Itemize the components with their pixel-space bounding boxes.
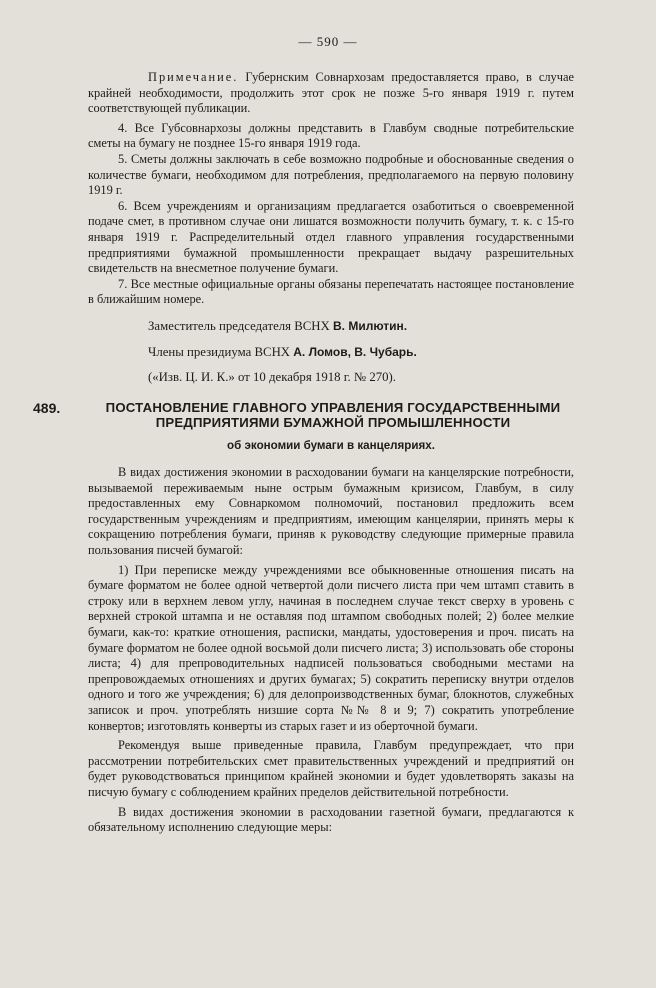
document-title: ПОСТАНОВЛЕНИЕ ГЛАВНОГО УПРАВЛЕНИЯ ГОСУДАРСТВЕННЫМИ ПРЕДПРИЯТИЯМИ БУМАЖНОЙ ПРОМЫШЛЕННОСТИ <box>105 399 561 430</box>
deputy-signature: Заместитель председателя ВСНХ В. Милютин. <box>148 318 408 333</box>
doc-paragraph-rules: 1) При переписке между учреждениями все обыкновенные отношения писать на бумаге форматом не более одной четвертой доли писчего листа при чем штамп ставить в строку или в верхнем левом углу, начиная в последнем случае текст сверху в уровень с верхней строкой штампа и не оставляя под штампом свободных полей; 2) более мелкие бумаги, как-то: краткие отношения, расписки, мандаты, удостоверения и проч. писать на бумаге форматом не более одной восьмой доли писчего листа; 3) использовать обе стороны листа; 4) для препроводительных надписей пользоваться свободными местами на препровождаемых отношениях и других бумагах; 5) сократить переписку внутри отделов одного и того же учреждения; 6) для делопроизводственных бумаг, блокнотов, служебных записок и проч. употреблять низшие сорта №№ 8 и 9; 7) сократить употребление конвертов; изготовлять конверты из старых газет и из оберточной бумаги. <box>88 562 574 733</box>
note-label: Примечание. <box>148 70 239 84</box>
document-subtitle: об экономии бумаги в канцеляриях. <box>227 438 435 452</box>
members-signature: Члены президиума ВСНХ А. Ломов, В. Чубарь. <box>148 344 417 359</box>
page-body <box>33 70 574 836</box>
doc-paragraph-warning: Рекомендуя выше приведенные правила, Главбум предупреждает, что при рассмотрении потребительских смет правительственных учреждений и предприятий он будет руководствоваться принципом крайней экономии и будет удовлетворять заказы на писчую бумагу с соблюдением крайних пределов действительной потребности. <box>88 738 574 799</box>
members-names: А. Ломов, В. Чубарь. <box>293 344 417 359</box>
paragraph-6: 6. Всем учреждениям и организациям предлагается озаботиться о своевременной подаче смет, в противном случае они лишатся возможности получить бумагу, т. к. с 15-го января 1919 г. Распределительный отдел главного управления государственными предприятиями бумажной промышленности прекращает выдачу разрешительных свидетельств на внесметное получение бумаги. <box>88 198 574 276</box>
paragraph-5: 5. Сметы должны заключать в себе возможно подробные и обоснованные сведения о количестве бумаги, необходимом для потребления, предполагаемого на первую половину 1919 г. <box>88 151 574 198</box>
page-number: — 590 — <box>298 34 358 49</box>
doc-paragraph-newspaper: В видах достижения экономии в расходовании газетной бумаги, предлагаются к обязательному исполнению следующие меры: <box>88 804 574 835</box>
document-number: 489. <box>33 399 61 416</box>
paragraph-4: 4. Все Губсовнархозы должны представить в Главбум сводные потребительские сметы на бумагу не позднее 15-го января 1919 года. <box>88 120 574 151</box>
paragraph-7: 7. Все местные официальные органы обязаны перепечатать настоящее постановление в ближайшим номере. <box>88 276 574 307</box>
deputy-name: В. Милютин. <box>332 318 408 333</box>
document-heading <box>33 399 574 454</box>
source-citation: («Изв. Ц. И. К.» от 10 декабря 1918 г. № 270). <box>148 369 396 384</box>
note-text: Губернским Совнархозам предоставляется право, в случае крайней необходимости, продолжить этот срок не позже 5-го января 1919 г. путем соответствующей публикации. <box>88 70 574 116</box>
note-paragraph <box>88 70 574 117</box>
doc-paragraph-intro: В видах достижения экономии в расходовании бумаги на канцелярские потребности, вызываемой переживаемым ныне острым бумажным кризисом, Главбум, в силу предоставленных ему Совнаркомом полномочий, постановил предложить всем государственным учреждениям и предприятиям, имеющим канцелярии, принять меры к сокращению потребления бумаги, приняв к руководству следующие примерные правила пользования писчей бумагой: <box>88 465 574 558</box>
